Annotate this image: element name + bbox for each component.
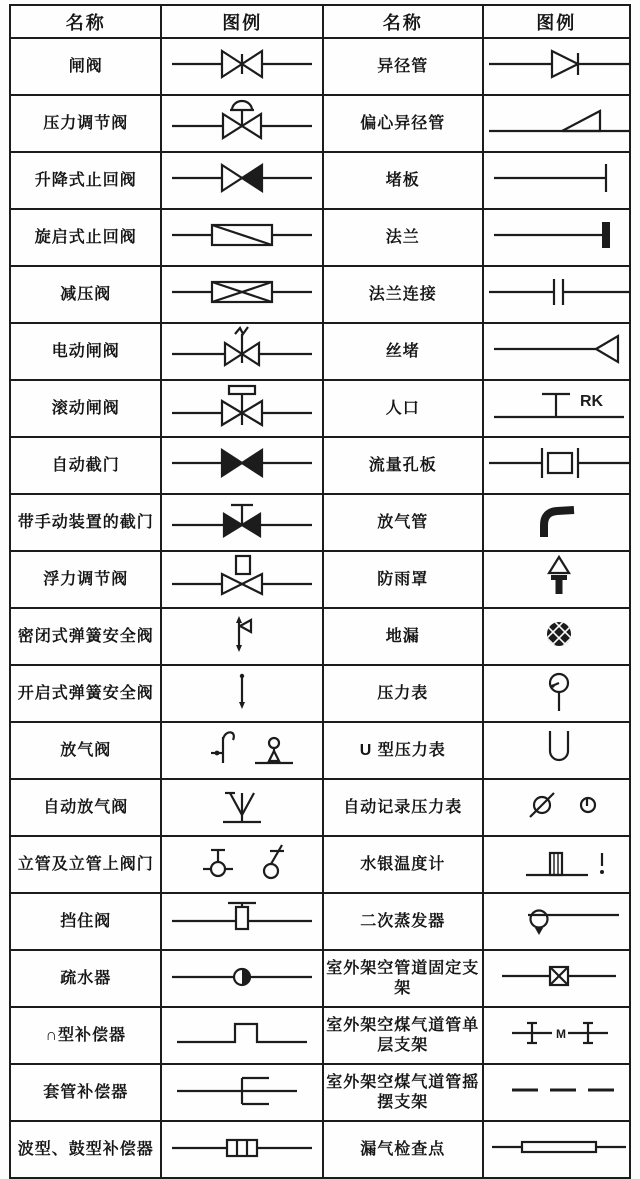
symbol-cell-right [483, 152, 630, 209]
svg-text:M: M [555, 1027, 566, 1041]
symbol-name-right: 水银温度计 [323, 836, 483, 893]
legend-page [9, 4, 631, 1179]
symbol-name-right: 丝堵 [323, 323, 483, 380]
bellows-compensator-icon [167, 1122, 317, 1172]
symbol-name-right: 漏气检查点 [323, 1121, 483, 1178]
symbol-name-right: 异径管 [323, 38, 483, 95]
symbol-cell-right [483, 95, 630, 152]
table-row [10, 494, 630, 551]
symbol-cell-left [161, 836, 323, 893]
legend-table-body [10, 38, 630, 1178]
table-row [10, 1121, 630, 1178]
symbol-name-right: 二次蒸发器 [323, 893, 483, 950]
symbol-cell-left [161, 779, 323, 836]
mercury-thermometer-icon [484, 837, 630, 887]
header-symbol-2: 图例 [483, 5, 630, 38]
vent-pipe-icon [484, 495, 630, 545]
orifice-plate-icon [484, 438, 630, 488]
rain-cap-icon [484, 552, 630, 602]
fixed-support-icon [484, 951, 630, 1001]
symbol-name-right: 防雨罩 [323, 551, 483, 608]
symbol-name-left: 减压阀 [10, 266, 161, 323]
u-tube-gauge-icon [484, 723, 630, 773]
symbol-name-left: 闸阀 [10, 38, 161, 95]
symbol-name-left: 升降式止回阀 [10, 152, 161, 209]
symbol-name-right: 室外架空管道固定支架 [323, 950, 483, 1007]
sleeve-compensator-icon [167, 1065, 317, 1115]
table-row [10, 836, 630, 893]
lift-check-valve-icon [167, 153, 317, 203]
symbol-cell-left [161, 323, 323, 380]
floor-drain-icon [484, 609, 630, 659]
symbol-cell-right [483, 1064, 630, 1121]
symbol-cell-right [483, 665, 630, 722]
symbol-name-left: 自动截门 [10, 437, 161, 494]
symbol-cell-right [483, 836, 630, 893]
symbol-name-left: 疏水器 [10, 950, 161, 1007]
header-name-2: 名称 [323, 5, 483, 38]
table-row [10, 608, 630, 665]
riser-valve-icon [167, 837, 317, 887]
symbol-name-left: ∩型补偿器 [10, 1007, 161, 1064]
symbol-name-right: 人口 [323, 380, 483, 437]
swing-check-valve-icon [167, 210, 317, 260]
symbol-cell-left [161, 665, 323, 722]
symbol-name-right: 自动记录压力表 [323, 779, 483, 836]
table-row [10, 779, 630, 836]
symbol-cell-right [483, 551, 630, 608]
header-symbol-1: 图例 [161, 5, 323, 38]
reducer-icon [484, 39, 630, 89]
symbol-name-right: 法兰 [323, 209, 483, 266]
symbol-cell-left [161, 1121, 323, 1178]
symbol-cell-right [483, 380, 630, 437]
table-row [10, 38, 630, 95]
float-regulating-valve-icon [167, 552, 317, 602]
symbol-cell-left [161, 1007, 323, 1064]
symbol-name-left: 旋启式止回阀 [10, 209, 161, 266]
table-row [10, 665, 630, 722]
leak-checkpoint-icon [484, 1122, 630, 1172]
symbol-name-left: 压力调节阀 [10, 95, 161, 152]
symbol-name-left: 立管及立管上阀门 [10, 836, 161, 893]
symbol-name-right: 放气管 [323, 494, 483, 551]
symbol-cell-left [161, 893, 323, 950]
symbol-cell-left [161, 152, 323, 209]
symbol-cell-left [161, 266, 323, 323]
table-row [10, 209, 630, 266]
swing-support-icon [484, 1065, 630, 1115]
table-row [10, 266, 630, 323]
symbol-cell-left [161, 1064, 323, 1121]
symbol-name-left: 带手动装置的截门 [10, 494, 161, 551]
symbol-cell-right [483, 779, 630, 836]
steam-trap-icon [167, 951, 317, 1001]
symbol-name-right: 法兰连接 [323, 266, 483, 323]
svg-text:RK: RK [579, 393, 603, 410]
symbol-cell-right [483, 1007, 630, 1064]
electric-gate-valve-icon [167, 324, 317, 374]
pi-compensator-icon [167, 1008, 317, 1058]
table-row [10, 95, 630, 152]
symbol-cell-left [161, 95, 323, 152]
table-row [10, 722, 630, 779]
header-name-1: 名称 [10, 5, 161, 38]
symbol-name-left: 电动闸阀 [10, 323, 161, 380]
auto-air-release-valve-icon [167, 780, 317, 830]
symbol-name-right: 室外架空煤气道管单层支架 [323, 1007, 483, 1064]
open-spring-safety-valve-icon [167, 666, 317, 716]
symbol-cell-right [483, 950, 630, 1007]
symbol-name-left: 波型、鼓型补偿器 [10, 1121, 161, 1178]
symbol-cell-right [483, 323, 630, 380]
symbol-cell-left [161, 494, 323, 551]
table-row [10, 1007, 630, 1064]
pressure-gauge-icon [484, 666, 630, 716]
thread-plug-icon [484, 324, 630, 374]
symbol-cell-left [161, 608, 323, 665]
symbol-cell-left [161, 950, 323, 1007]
symbol-name-left: 挡住阀 [10, 893, 161, 950]
table-row [10, 950, 630, 1007]
manual-stop-valve-icon [167, 495, 317, 545]
symbol-name-left: 自动放气阀 [10, 779, 161, 836]
header-row [10, 5, 630, 38]
symbol-name-left: 浮力调节阀 [10, 551, 161, 608]
symbol-name-right: 压力表 [323, 665, 483, 722]
symbol-name-left: 放气阀 [10, 722, 161, 779]
symbol-cell-left [161, 551, 323, 608]
symbol-cell-right [483, 893, 630, 950]
symbol-name-left: 开启式弹簧安全阀 [10, 665, 161, 722]
symbol-cell-right [483, 209, 630, 266]
symbol-cell-left [161, 437, 323, 494]
symbol-name-right: U 型压力表 [323, 722, 483, 779]
table-row [10, 893, 630, 950]
symbol-cell-right [483, 437, 630, 494]
table-row [10, 1064, 630, 1121]
symbol-cell-right [483, 608, 630, 665]
symbol-cell-right [483, 266, 630, 323]
secondary-evaporator-icon [484, 894, 630, 944]
table-row [10, 152, 630, 209]
symbol-name-right: 偏心异径管 [323, 95, 483, 152]
inlet-icon [484, 381, 630, 431]
table-row [10, 551, 630, 608]
single-layer-support-icon [484, 1008, 630, 1058]
symbol-name-right: 堵板 [323, 152, 483, 209]
stop-block-valve-icon [167, 894, 317, 944]
symbol-name-left: 套管补偿器 [10, 1064, 161, 1121]
symbol-name-left: 滚动闸阀 [10, 380, 161, 437]
blind-plate-icon [484, 153, 630, 203]
flange-icon [484, 210, 630, 260]
legend-table [9, 4, 631, 1179]
table-row [10, 380, 630, 437]
table-row [10, 323, 630, 380]
gate-valve-icon [167, 39, 317, 89]
symbol-cell-left [161, 722, 323, 779]
air-release-valve-icon [167, 723, 317, 773]
symbol-cell-right [483, 1121, 630, 1178]
symbol-name-right: 流量孔板 [323, 437, 483, 494]
auto-stop-valve-icon [167, 438, 317, 488]
flange-connection-icon [484, 267, 630, 317]
rolling-gate-valve-icon [167, 381, 317, 431]
pressure-reducing-valve-icon [167, 267, 317, 317]
symbol-cell-left [161, 380, 323, 437]
recording-gauge-icon [484, 780, 630, 830]
symbol-cell-left [161, 38, 323, 95]
eccentric-reducer-icon [484, 96, 630, 146]
pressure-regulating-valve-icon [167, 96, 317, 146]
symbol-name-right: 地漏 [323, 608, 483, 665]
symbol-name-right: 室外架空煤气道管摇摆支架 [323, 1064, 483, 1121]
symbol-cell-right [483, 38, 630, 95]
symbol-cell-left [161, 209, 323, 266]
symbol-name-left: 密闭式弹簧安全阀 [10, 608, 161, 665]
closed-spring-safety-valve-icon [167, 609, 317, 659]
symbol-cell-right [483, 494, 630, 551]
table-row [10, 437, 630, 494]
symbol-cell-right [483, 722, 630, 779]
